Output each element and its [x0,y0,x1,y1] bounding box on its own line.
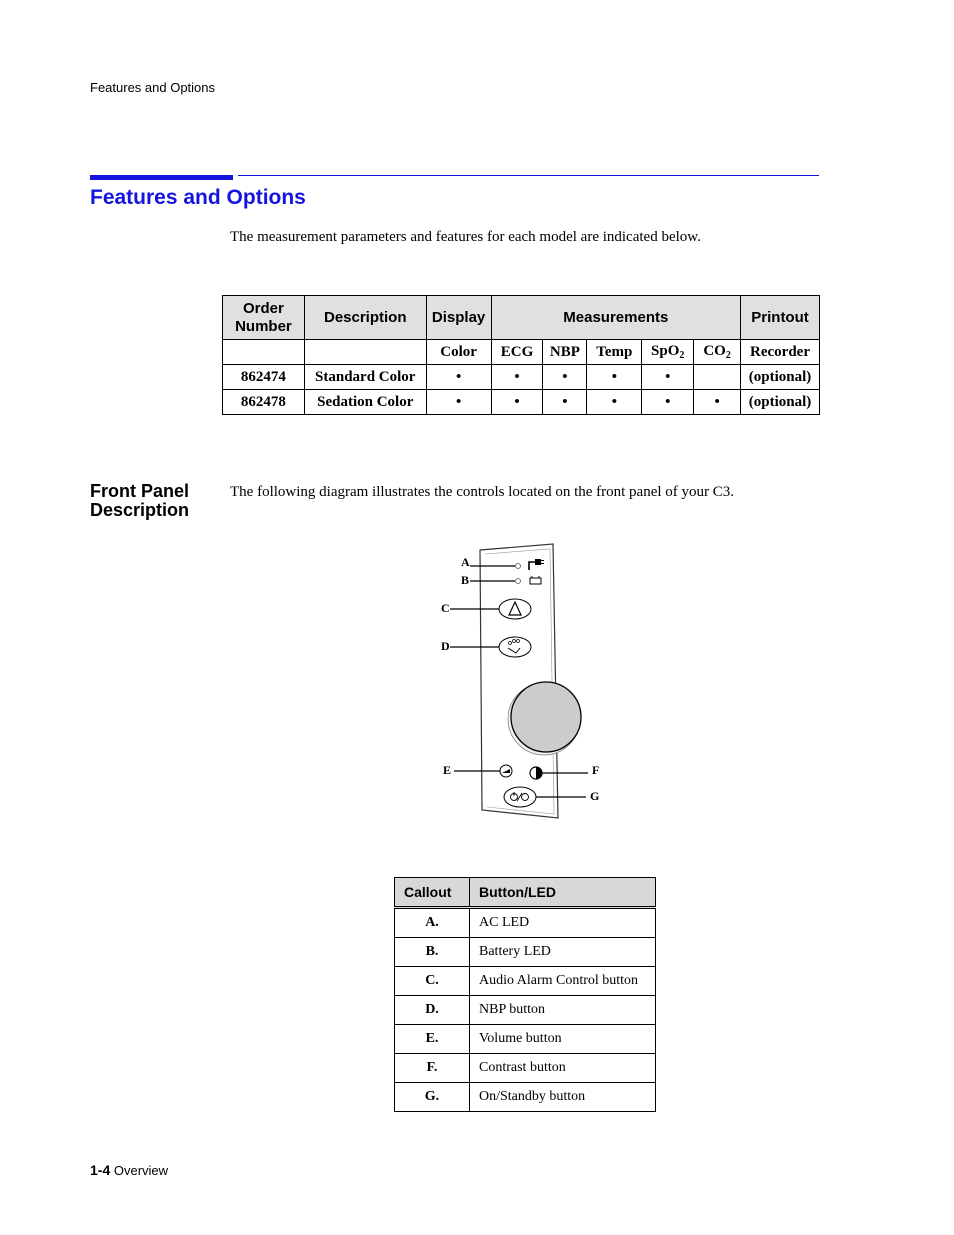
cell-recorder: (optional) [741,390,820,415]
models-subheader-row [223,340,820,365]
button-led-cell: Volume button [470,1025,656,1054]
subheader-blank [223,340,305,365]
running-head: Features and Options [90,80,216,95]
table-row [395,1083,656,1112]
models-table [222,295,820,415]
header-printout: Printout [741,296,820,340]
cell-color: • [426,365,491,390]
subheader-color: Color [426,340,491,365]
subheader-ecg: ECG [491,340,543,365]
button-led-cell: Battery LED [470,938,656,967]
section-intro: The measurement parameters and features for each model are indicated below. [230,229,701,245]
callout-table [394,877,656,1112]
button-led-cell: AC LED [470,908,656,938]
callout-cell: B. [395,938,470,967]
cell-ecg: • [491,390,543,415]
chapter-name: Overview [110,1163,169,1178]
table-row [223,390,820,415]
callout-label-b: B [461,573,470,587]
callout-cell: F. [395,1054,470,1083]
callout-header-row [395,878,656,908]
cell-co2: • [694,390,741,415]
front-panel-heading [90,482,189,520]
section-rule-thick [90,175,233,180]
table-row [223,365,820,390]
subheader-temp: Temp [587,340,642,365]
cell-description: Standard Color [304,365,426,390]
callout-cell: E. [395,1025,470,1054]
models-header-row [223,296,820,340]
subheader-co2: $CO_2$ [694,340,741,365]
cell-ecg: • [491,365,543,390]
section-title: Features and Options [90,186,306,209]
callout-cell: D. [395,996,470,1025]
callout-cell: G. [395,1083,470,1112]
cell-nbp: • [543,390,587,415]
header-order-number: Order Number [223,296,305,340]
header-display: Display [426,296,491,340]
cell-description: Sedation Color [304,390,426,415]
cell-spo2: • [642,390,694,415]
button-led-cell: NBP button [470,996,656,1025]
front-panel-heading-line2: Description [90,500,190,520]
subheader-recorder: Recorder [741,340,820,365]
callout-label-e: E [443,763,452,777]
cell-temp: • [587,365,642,390]
front-panel-heading-line1: Front Panel [90,481,190,501]
callout-label-d: D [441,639,450,653]
subheader-spo2: SpO$_2$ [642,340,694,365]
header-description: Description [304,296,426,340]
front-panel-text: The following diagram illustrates the controls located on the front panel of your C3. [230,484,735,500]
cell-temp: • [587,390,642,415]
subheader-nbp: NBP [543,340,587,365]
table-row [395,967,656,996]
button-led-cell: Contrast button [470,1054,656,1083]
cell-co2 [694,365,741,390]
button-led-cell: On/Standby button [470,1083,656,1112]
table-row [395,1025,656,1054]
callout-label-g: G [590,789,600,803]
cell-order: 862478 [223,390,305,415]
header-button-led: Button/LED [470,878,656,908]
callout-label-a: A [461,555,470,569]
panel-outline [480,544,558,818]
header-callout: Callout [395,878,470,908]
callout-label-f: F [592,763,600,777]
rotary-knob[interactable] [511,682,581,752]
cell-spo2: • [642,365,694,390]
table-row [395,1054,656,1083]
cell-order: 862474 [223,365,305,390]
table-row [395,996,656,1025]
header-measurements: Measurements [491,296,740,340]
page-number: 1-4 [90,1162,111,1178]
callout-cell: A. [395,908,470,938]
subheader-blank [304,340,426,365]
section-rule-thin [238,175,819,176]
callout-label-c: C [441,601,450,615]
front-panel-diagram [430,540,630,825]
table-row [395,908,656,938]
cell-color: • [426,390,491,415]
table-row [395,938,656,967]
page-footer [90,1162,168,1178]
callout-cell: C. [395,967,470,996]
cell-nbp: • [543,365,587,390]
button-led-cell: Audio Alarm Control button [470,967,656,996]
cell-recorder: (optional) [741,365,820,390]
